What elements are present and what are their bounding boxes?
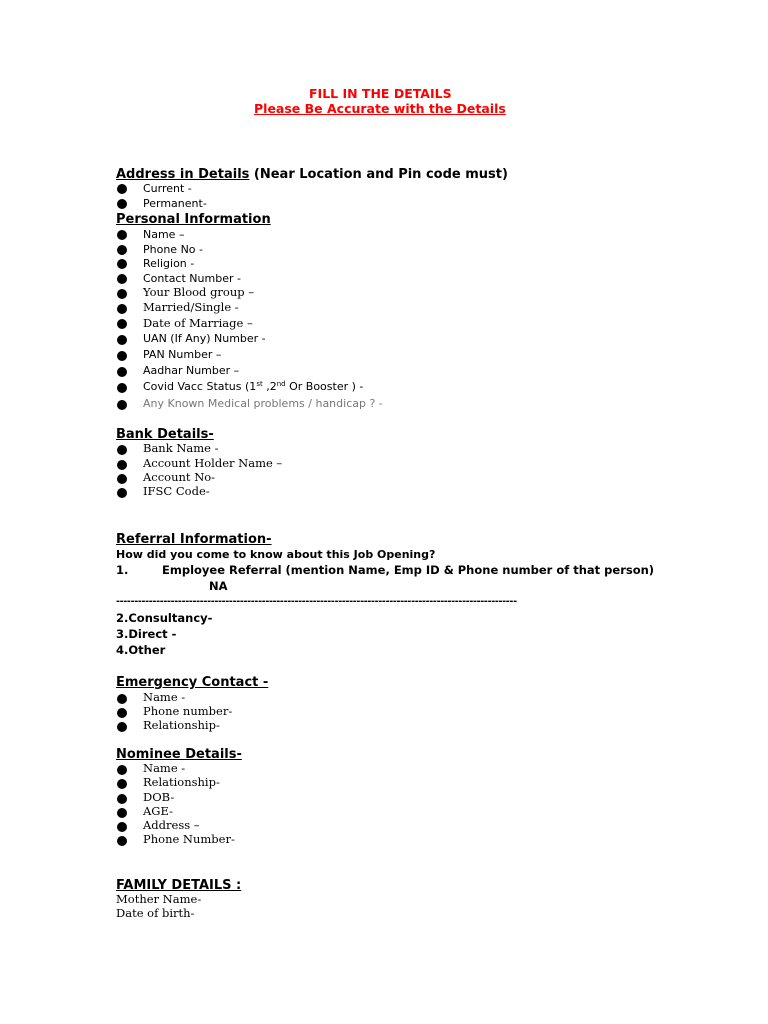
bullet-icon — [117, 822, 127, 832]
bank-holder: Account Holder Name – — [143, 456, 283, 470]
form-title: FILL IN THE DETAILS — [309, 86, 452, 101]
bullet-icon — [117, 245, 127, 255]
nominee-address: Address – — [143, 818, 200, 832]
bullet-icon — [117, 289, 127, 299]
bullet-icon — [117, 351, 127, 361]
referral-heading: Referral Information- — [116, 532, 272, 547]
bullet-icon — [117, 304, 127, 314]
bullet-icon — [117, 808, 127, 818]
covid-suffix: Or Booster ) - — [285, 380, 364, 393]
bullet-icon — [117, 722, 127, 732]
personal-marital-status: Married/Single - — [143, 300, 239, 314]
emergency-relationship: Relationship- — [143, 718, 220, 732]
referral-option2: 2.Consultancy- — [116, 611, 213, 625]
bank-heading: Bank Details- — [116, 427, 214, 442]
address-heading-row — [116, 165, 508, 181]
bullet-icon — [117, 383, 127, 393]
family-heading: FAMILY DETAILS : — [116, 878, 242, 893]
referral-option1-number: 1. — [116, 563, 129, 577]
referral-question: How did you come to know about this Job Opening? — [116, 548, 436, 561]
bullet-icon — [117, 694, 127, 704]
address-note: (Near Location and Pin code must) — [249, 167, 508, 182]
emergency-name: Name - — [143, 690, 186, 704]
covid-prefix: Covid Vacc Status (1 — [143, 380, 257, 393]
family-date-of-birth: Date of birth- — [116, 906, 195, 920]
personal-heading: Personal Information — [116, 212, 271, 227]
bullet-icon — [117, 474, 127, 484]
nominee-age: AGE- — [143, 804, 173, 818]
personal-contact: Contact Number - — [143, 272, 241, 285]
bullet-icon — [117, 274, 127, 284]
covid-sup-st: st — [256, 380, 263, 388]
personal-religion: Religion - — [143, 257, 195, 270]
bullet-icon — [117, 765, 127, 775]
covid-mid: ,2 — [262, 380, 277, 393]
address-current: Current - — [143, 182, 192, 195]
bank-account: Account No- — [143, 470, 216, 484]
personal-marriage-date: Date of Marriage – — [143, 316, 253, 330]
bullet-icon — [117, 488, 127, 498]
bullet-icon — [117, 708, 127, 718]
bullet-icon — [117, 199, 127, 209]
address-permanent: Permanent- — [143, 197, 207, 210]
emergency-phone: Phone number- — [143, 704, 233, 718]
bank-ifsc: IFSC Code- — [143, 484, 210, 498]
referral-option4: 4.Other — [116, 643, 166, 657]
bullet-icon — [117, 794, 127, 804]
personal-name: Name – — [143, 228, 185, 241]
referral-divider: -------------------------------------------------------------------------------------------------------------- — [116, 596, 517, 607]
bullet-icon — [117, 779, 127, 789]
referral-option1-text: Employee Referral (mention Name, Emp ID & Phone number of that person) — [162, 563, 655, 577]
personal-phone: Phone No - — [143, 243, 203, 256]
bullet-icon — [117, 460, 127, 470]
personal-pan: PAN Number – — [143, 348, 222, 361]
nominee-heading: Nominee Details- — [116, 747, 242, 762]
bank-name: Bank Name - — [143, 441, 219, 455]
nominee-relationship: Relationship- — [143, 775, 220, 789]
covid-sup-nd: nd — [276, 380, 286, 388]
bullet-icon — [117, 230, 127, 240]
bullet-icon — [117, 319, 127, 329]
bullet-icon — [117, 367, 127, 377]
bullet-icon — [117, 259, 127, 269]
nominee-phone: Phone Number- — [143, 832, 235, 846]
bullet-icon — [117, 836, 127, 846]
form-subtitle: Please Be Accurate with the Details — [254, 101, 506, 116]
address-heading: Address in Details — [116, 167, 250, 182]
nominee-dob: DOB- — [143, 790, 175, 804]
personal-blood-group: Your Blood group – — [143, 285, 255, 299]
personal-covid-status — [143, 381, 363, 392]
referral-option1-answer: NA — [209, 579, 228, 593]
referral-option3: 3.Direct - — [116, 627, 177, 641]
bullet-icon — [117, 400, 127, 410]
bullet-icon — [117, 445, 127, 455]
emergency-heading: Emergency Contact - — [116, 675, 269, 690]
personal-aadhar: Aadhar Number – — [143, 364, 240, 377]
bullet-icon — [117, 184, 127, 194]
bullet-icon — [117, 335, 127, 345]
personal-uan: UAN (If Any) Number - — [143, 332, 266, 345]
family-mother-name: Mother Name- — [116, 892, 202, 906]
personal-medical: Any Known Medical problems / handicap ? - — [143, 397, 383, 410]
nominee-name: Name - — [143, 761, 186, 775]
